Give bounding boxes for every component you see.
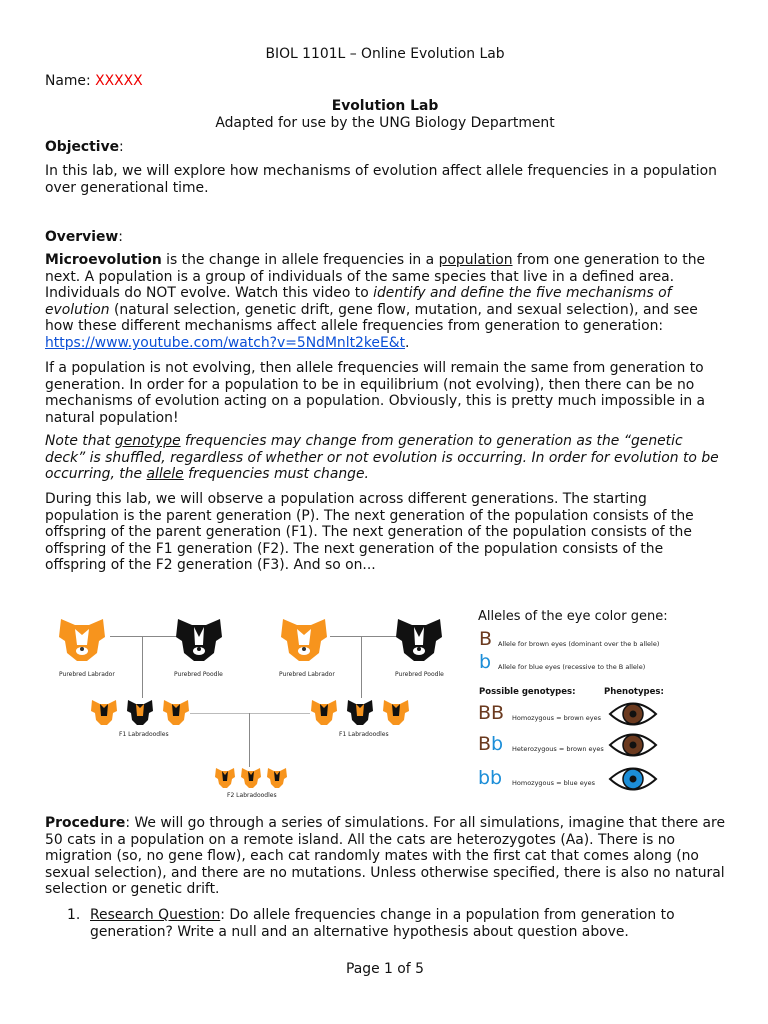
eye-color-alleles-panel (476, 605, 676, 805)
poodle-caption: Purebred Poodle (174, 671, 223, 678)
page-footer: Page 1 of 5 (346, 961, 424, 977)
objective-heading (45, 139, 124, 156)
genotype-Bb-B: B (478, 733, 492, 755)
phenotypes-heading: Phenotypes: (604, 687, 664, 697)
f1-right-dogs-icon (310, 698, 414, 731)
poodle-2-dog-icon (392, 615, 446, 668)
poodle-2-caption: Purebred Poodle (395, 671, 444, 678)
genotype-BB: BB (478, 702, 505, 724)
f1-right-caption: F1 Labradoodles (339, 731, 389, 738)
name-line (45, 73, 143, 90)
f1-left-caption: F1 Labradoodles (119, 731, 169, 738)
procedure-text: : We will go through a series of simulations. For all simulations, imagine that there are 50 cats in a population on a remote island. All the cats are heterozygotes (Aa). There is no migration (so, no gene flow), each cat randomly mates with the first cat that comes along (no sexual selection), and there are no mutations. Unless otherwise specified, there is also no natural selection or genetic drift. (45, 815, 725, 898)
p3-text-b: frequencies may change from generation to generation as the “genetic deck” is shuffled, regardless of whether or not evolution is occurring. In order for evolution to be occurring, the (45, 433, 719, 483)
labrador-2-dog-icon (277, 615, 331, 668)
p3-allele: allele (146, 466, 184, 483)
allele-B-desc: Allele for brown eyes (dominant over the b allele) (498, 640, 660, 648)
genotypes-heading: Possible genotypes: (479, 687, 576, 697)
overview-colon: : (118, 229, 123, 245)
genotype-Bb (478, 734, 503, 754)
f2-caption: F2 Labradoodles (227, 792, 277, 799)
procedure-paragraph (45, 815, 725, 898)
video-link[interactable]: https://www.youtube.com/watch?v=5NdMnlt2keE&t (45, 334, 406, 351)
labradoodle-pedigree-figure (55, 605, 444, 805)
p3-genotype: genotype (114, 433, 181, 449)
research-question-text: : Do allele frequencies change in a population from generation to generation? Write a null and an alternative hypothesis about question above. (90, 907, 675, 940)
genotype-bb-desc: Homozygous = blue eyes (512, 779, 595, 787)
labrador-caption: Purebred Labrador (59, 671, 115, 678)
brown-eye-2-icon (608, 730, 658, 765)
p1-end: . (405, 334, 410, 351)
overview-paragraph-2: If a population is not evolving, then allele frequencies will remain the same from generation to generation. In order for a population to be in equilibrium (not evolving), then there can be no mechanisms of evolution acting on a population. Obviously, this is pretty much impossible in a natural population! (45, 360, 706, 426)
overview-heading-text: Overview (45, 229, 119, 245)
procedure-heading: Procedure (45, 815, 126, 831)
poodle-dog-icon (172, 615, 226, 668)
objective-colon: : (119, 139, 124, 155)
alleles-title: Alleles of the eye color gene: (478, 609, 668, 624)
labrador-dog-icon (55, 615, 109, 668)
name-value: XXXXX (95, 73, 143, 89)
overview-paragraph-1 (45, 252, 725, 352)
f2-dogs-icon (215, 767, 289, 794)
allele-b: b (479, 651, 492, 673)
name-label: Name: (45, 73, 96, 89)
doc-subtitle: Adapted for use by the UNG Biology Department (215, 115, 555, 131)
overview-paragraph-4: During this lab, we will observe a population across different generations. The starting population is the parent generation (P). The next generation of the population consists of the offspring of the parent generation (F1). The next generation of the population consists of the offspring of the F1 generation (F2). The next generation of the population consists of the offspring of the F2 generation (F3). And so on... (45, 491, 694, 574)
f1-left-dogs-icon (90, 698, 194, 731)
p1-text-a: is the change in allele frequencies in a (161, 252, 439, 268)
objective-text: In this lab, we will explore how mechanisms of evolution affect allele frequencies in a population over generational time. (45, 163, 717, 196)
doc-header: BIOL 1101L – Online Evolution Lab (265, 46, 505, 62)
labrador-2-caption: Purebred Labrador (279, 671, 335, 678)
microevolution-term: Microevolution (45, 252, 162, 268)
research-question-label: Research Question (90, 907, 221, 923)
p1-text-b: from one generation to the next. A population is a group of individuals of the same species that live in a defined area. Individuals do NOT evolve. Watch this video to (45, 252, 706, 302)
genotype-BB-desc: Homozygous = brown eyes (512, 714, 601, 722)
genotype-Bb-b: b (491, 733, 504, 755)
p1-text-c: (natural selection, genetic drift, gene flow, mutation, and sexual selection), and see how these different mechanisms affect allele frequencies from generation to generation: (45, 301, 698, 335)
brown-eye-icon (608, 699, 658, 734)
overview-paragraph-3 (45, 433, 725, 483)
p1-population: population (438, 252, 513, 268)
p3-text-a: Note that (45, 433, 115, 449)
genotype-Bb-desc: Heterozygous = brown eyes (512, 745, 604, 753)
allele-b-desc: Allele for blue eyes (recessive to the B allele) (498, 663, 646, 671)
allele-B: B (479, 628, 493, 650)
genotype-bb: bb (478, 767, 503, 789)
overview-heading (45, 229, 123, 246)
list-number: 1. (67, 907, 81, 923)
doc-title: Evolution Lab (331, 98, 439, 114)
objective-heading-text: Objective (45, 139, 120, 155)
p1-italic: identify and define the five mechanisms of evolution (45, 285, 672, 318)
p3-text-c: frequencies must change. (183, 466, 369, 483)
research-question (90, 907, 725, 940)
blue-eye-icon (608, 764, 658, 799)
